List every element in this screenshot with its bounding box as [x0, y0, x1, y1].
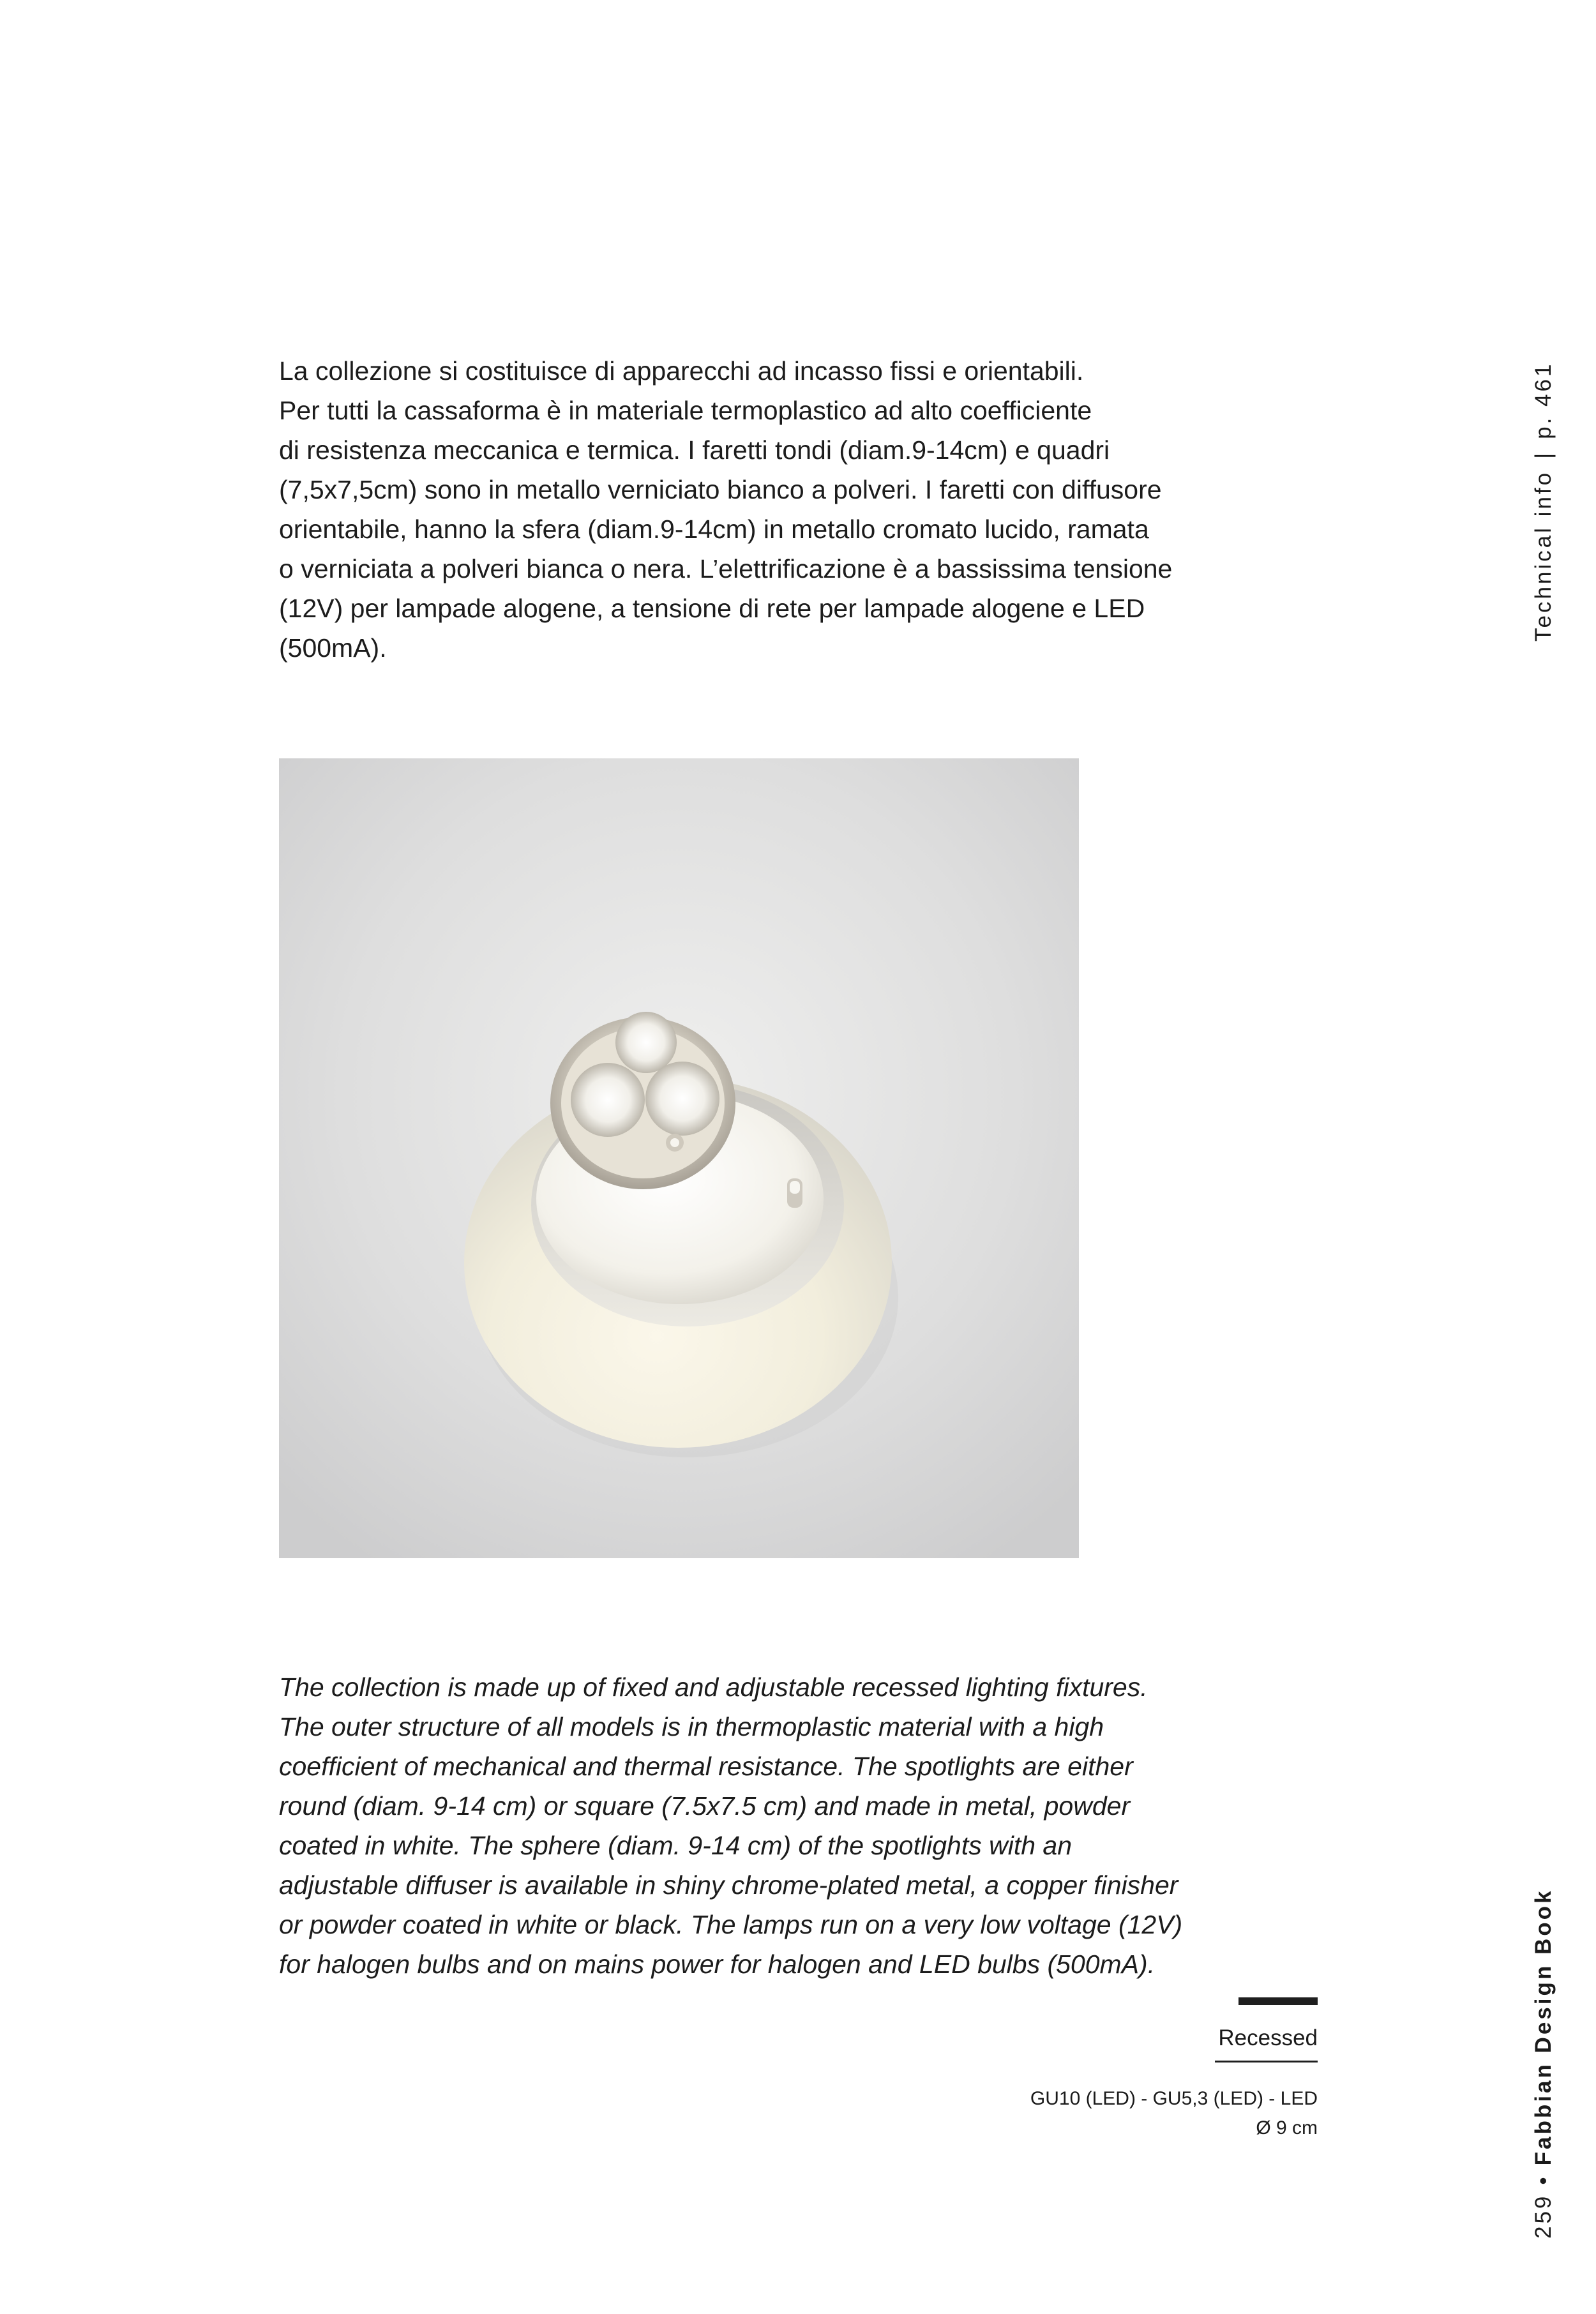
- recessed-spotlight-illustration: [279, 758, 1079, 1558]
- section-header-vertical: [1531, 362, 1556, 642]
- italian-line: Per tutti la cassaforma è in materiale termoplastico ad alto coefficiente: [279, 396, 1092, 425]
- italian-line: di resistenza meccanica e termica. I faretti tondi (diam.9-14cm) e quadri: [279, 435, 1110, 465]
- header-separator: |: [1531, 450, 1556, 459]
- category-label: Recessed: [1218, 2025, 1318, 2050]
- product-photo: [279, 758, 1079, 1558]
- italian-line: (500mA).: [279, 633, 387, 663]
- english-line: The collection is made up of fixed and adjustable recessed lighting fixtures.: [279, 1672, 1148, 1702]
- italian-description: [279, 351, 1186, 668]
- italian-line: La collezione si costituisce di apparecchi ad incasso fissi e orientabili.: [279, 356, 1084, 386]
- spec-sockets: GU10 (LED) - GU5,3 (LED) - LED: [1030, 2088, 1318, 2109]
- page-reference: p. 461: [1531, 361, 1556, 439]
- english-line: The outer structure of all models is in thermoplastic material with a high: [279, 1712, 1104, 1741]
- english-line: coefficient of mechanical and thermal resistance. The spotlights are either: [279, 1752, 1133, 1781]
- italian-line: orientabile, hanno la sfera (diam.9-14cm) in metallo cromato lucido, ramata: [279, 515, 1149, 544]
- italian-line: (7,5x7,5cm) sono in metallo verniciato bianco a polveri. I faretti con diffusore: [279, 475, 1162, 504]
- english-line: for halogen bulbs and on mains power for halogen and LED bulbs (500mA).: [279, 1950, 1156, 1979]
- page-number: 259: [1531, 2193, 1556, 2239]
- book-title: Fabbian Design Book: [1531, 1888, 1556, 2166]
- english-line: round (diam. 9-14 cm) or square (7.5x7.5 cm) and made in metal, powder: [279, 1791, 1131, 1821]
- section-name: Technical info: [1531, 470, 1556, 642]
- page-footer-vertical: [1531, 1889, 1556, 2239]
- product-specs: [894, 2084, 1318, 2143]
- italian-line: o verniciata a polveri bianca o nera. L’elettrificazione è a bassissima tensione: [279, 554, 1173, 583]
- spec-diameter: Ø 9 cm: [1256, 2117, 1318, 2138]
- english-line: adjustable diffuser is available in shiny chrome-plated metal, a copper finisher: [279, 1870, 1178, 1900]
- category-underline: [1215, 2061, 1318, 2062]
- english-description: [279, 1667, 1237, 1984]
- bullet-separator: •: [1531, 2174, 1556, 2185]
- english-line: coated in white. The sphere (diam. 9-14 cm) of the spotlights with an: [279, 1831, 1073, 1860]
- category-bar-divider: [1238, 1997, 1318, 2005]
- english-line: or powder coated in white or black. The lamps run on a very low voltage (12V): [279, 1910, 1183, 1939]
- italian-line: (12V) per lampade alogene, a tensione di rete per lampade alogene e LED: [279, 594, 1145, 623]
